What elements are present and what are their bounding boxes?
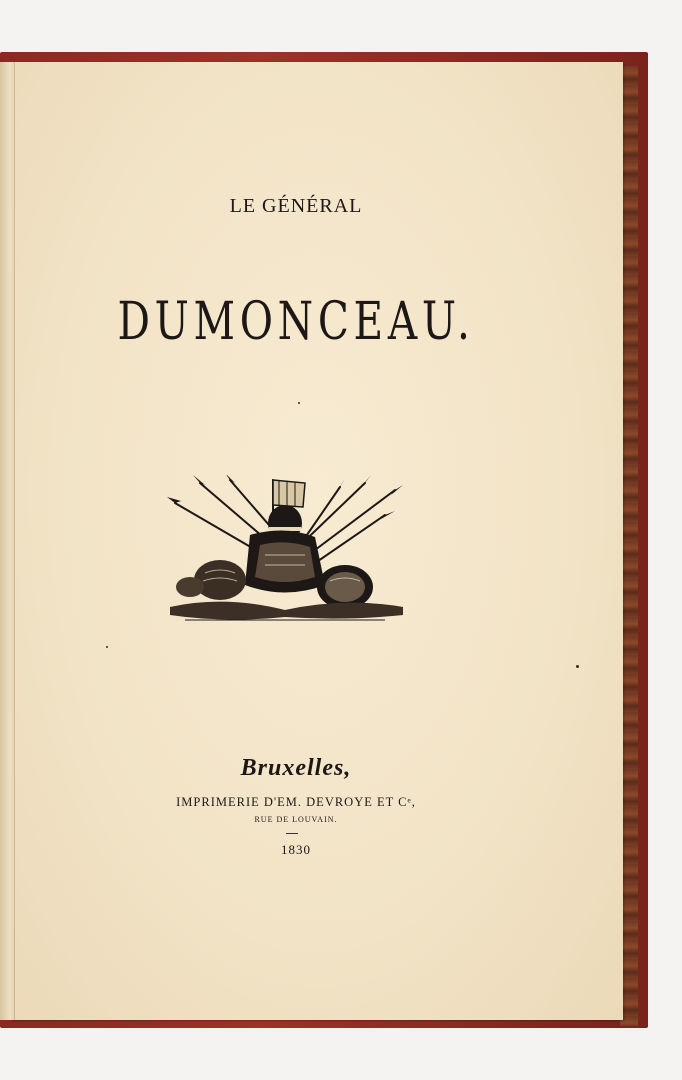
heading: LE GÉNÉRAL xyxy=(229,195,363,217)
publication-city: Bruxelles, xyxy=(240,755,352,781)
printer-address: RUE DE LOUVAIN. xyxy=(254,815,338,824)
paper-speck xyxy=(576,665,579,668)
divider-rule xyxy=(286,833,298,834)
printer-name: IMPRIMERIE D'EM. DEVROYE ET Cᵉ, xyxy=(176,795,416,809)
paper-speck xyxy=(106,646,108,648)
publication-year: 1830 xyxy=(281,842,311,857)
military-trophy-vignette-icon xyxy=(165,475,405,625)
paper-speck xyxy=(298,402,300,404)
page-title: DUMONCEAU. xyxy=(117,292,475,352)
